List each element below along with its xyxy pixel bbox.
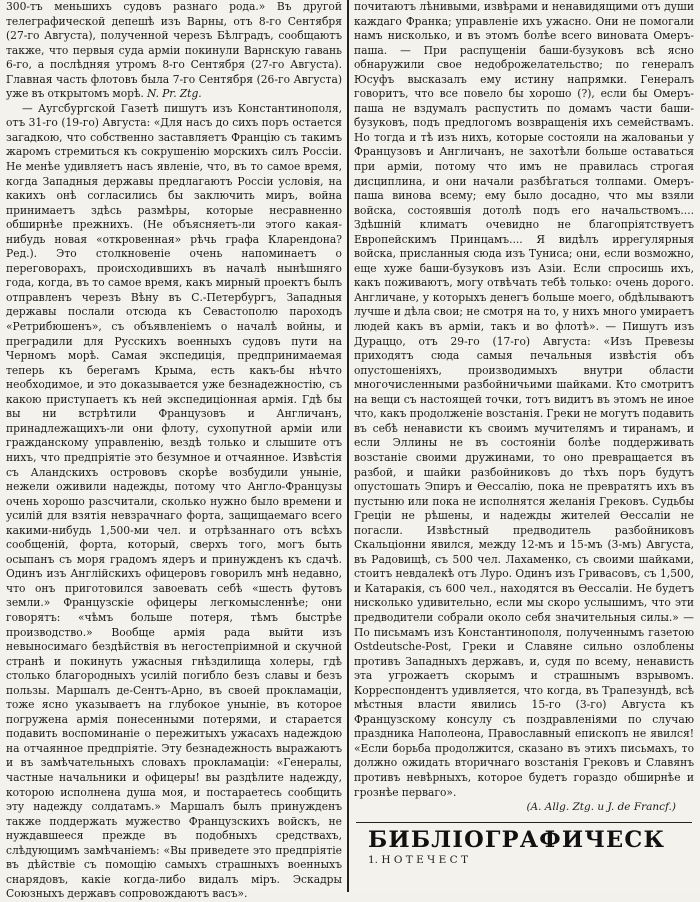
paragraph-varna-dispatch: 300-тъ меньшихъ судовъ разнаго рода.» Въ другой телеграфической депешѣ изъ Варны, отъ 8-го Сентября (27-го Августа), полученной черезъ Бѣлградъ, сообщаютъ также, что первыя суда арміи покинули Варнскую гавань 6-го, а послѣдняя утромъ 8-го Сентября (27-го Августа). Главная часть флотовъ была 7-го Сентября (26-го Августа) уже въ открытомъ морѣ. N. Pr. Ztg. <box>6 0 342 101</box>
section-subheading: 1. Н О Т Е Ч Е С Т <box>368 854 468 867</box>
source-signature: N. Pr. Ztg. <box>146 87 202 101</box>
paragraph-augsburg-gazette: — Аугсбургской Газетѣ пишутъ изъ Константинополя, отъ 31-го (19-го) Августа: «Для насъ до сихъ поръ остается загадкою, что собственно заставляетъ Францію съ такимъ жаромъ стремиться къ сокрушенію морскихъ силъ Россіи. Не менѣе удивляетъ насъ явленіе, что, въ то самое время, когда Западныя державы предлагаютъ Россіи условія, на какихъ онѣ согласились бы заключить миръ, война принимаетъ здѣсь размѣры, которые несравненно обширнѣе прежнихъ. (Не объясняетъ-ли этого какая-нибудь новая «откровенная» рѣчь графа Кларендона? Ред.). Это столкновеніе очень напоминаетъ о переговорахъ, происходившихъ въ началѣ нынѣшняго года, когда, въ то самое время, какъ мирный проектъ былъ отправленъ черезъ Вѣну въ С.-Петербургъ, Западныя державы послали отсюда къ Севастополю пароходъ «Ретрибюшенъ», съ объявленіемъ о началѣ войны, и преградили для Русскихъ военныхъ судовъ пути на Черномъ морѣ. Самая экспедиція, предпринимаемая теперь къ берегамъ Крыма, есть какъ-бы нѣчто необходимое, и это доказывается уже безнадежностію, съ какою приступаетъ къ ней экспедиціонная армія. Гдѣ бы вы ни встрѣтили Французовъ и Англичанъ, принадлежащихъ-ли они флоту, сухопутной арміи или гражданскому управленію, вездѣ только и слышите отъ нихъ, что предпріятіе это безумное и отчаянное. Извѣстія съ Аландскихъ острововъ скорѣе возбудили уныніе, нежели оживили надежды, потому что Англо-Французы очень хорошо разсчитали, сколько нужно было времени и усилій для взятія невзрачнаго форта, защищаемаго всего какими-нибудь 1,500-ми чел. и отрѣзаннаго отъ всѣхъ сообщеній, форта, который, сверхъ того, могъ быть осыпанъ съ моря градомъ ядеръ и принужденъ къ сдачѣ. Одинъ изъ Англійскихъ офицеровъ говорилъ мнѣ недавно, что онъ приготовился завоевать себѣ «шесть футовъ земли.» Французскіе офицеры легкомысленнѣе; они говорятъ: «чѣмъ больше потеря, тѣмъ быстрѣе производство.» Вообще армія рада выйти изъ невыносимаго бездѣйствія въ негостепріимной и скучной странѣ и покинуть ужасныя гнѣздилища холеры, гдѣ столько благородныхъ усилій погибло безъ славы и безъ пользы. Маршалъ де-Сентъ-Арно, въ своей прокламаціи, тоже ясно указываетъ на глубокое уныніе, въ которое погружена армія понесенными потерями, и старается подавить воспоминаніе о пережитыхъ ужасахъ надеждою на отчаянное предпріятіе. Эту безнадежность выражаютъ и въ замѣчательныхъ словахъ прокламаціи: «Генералы, частные начальники и офицеры! вы раздѣлите надежду, которою исполнена душа моя, и постараетесь сообщить эту надежду солдатамъ.» Маршалъ былъ принужденъ также поддержать мужество Французскихъ войскъ, не нуждавшееся прежде въ подобныхъ средствахъ, слѣдующимъ замѣчаніемъ: «Вы приведете это предпріятіе въ дѣйствіе съ помощію самыхъ страшныхъ военныхъ снарядовъ, какіе когда-либо видалъ міръ. Эскадры Союзныхъ державъ сопровождаютъ васъ». <box>6 101 342 901</box>
paragraph-baji-buzuk-and-greece: почитаютъ лѣнивыми, извѣрами и ненавидящими отъ души каждаго Франка; управленіе ихъ ужасно. Они не помогали намъ нисколько, и въ этомъ болѣе всего виновата Омеръ-паша. — При распущеніи баши-бузуковъ всѣ ясно обнаружили свое недоброжелательство; по генералъ Юсуфъ высказалъ ему истину напрямки. Генералъ говоритъ, что все повело бы хорошо (?), если бы Омеръ-паша не вздумалъ распустить по домамъ части баши-бузуковъ, подъ предлогомъ возвращенія ихъ семействамъ. Но тогда и тѣ изъ нихъ, которые состояли на жалованьи у Французовъ и Англичанъ, не захотѣли больше оставаться при арміи, потому что имъ не правилась строгая дисциплина, и они начали разбѣгаться толпами. Омеръ-паша винова всему; ему было досадно, что мы взяли войска, состоявшія дотолѣ подъ его начальствомъ.... Здѣшній климатъ очевидно не благопріятствуетъ Европейскимъ Принцамъ.... Я видѣлъ иррегулярныя войска, присланныя сюда изъ Туниса; они, если возможно, еще хуже баши-бузуковъ изъ Азіи. Если спросишь ихъ, какъ поживаютъ, могу отвѣчать тебѣ только: очень дорого. Англичане, у которыхъ денегъ больше моего, обдѣлываютъ лучше и дѣла свои; не смотря на то, у нихъ много умираетъ людей какъ въ арміи, такъ и во флотѣ». — Пишутъ изъ Дураццо, отъ 29-го (17-го) Августа: «Изъ Превезы приходятъ сюда самыя печальныя извѣстія объ опустошеніяхъ, производимыхъ внутри области многочисленными разбойничьими шайками. Кто смотритъ на вещи съ настоящей точки, тотъ видитъ въ этомъ не иное что, какъ продолженіе возстанія. Греки не могутъ подавить въ себѣ ненависти къ своимъ мучителямъ и тиранамъ, и если Эллины не въ состояніи болѣе поддерживать возстаніе своими дружинами, то оно превращается въ разбой, и шайки разбойниковъ до тѣхъ поръ будутъ опустошать Эпиръ и Ѳессалію, пока не превратятъ ихъ въ пустыню или пока не исполнятся желанія Грековъ. Судьбы Греціи не рѣшены, и надежды жителей Ѳессаліи не погасли. Извѣстный предводитель разбойниковъ Скальціонни явился, между 12-мъ и 15-мъ (3-мъ) Августа, въ Радовищѣ, съ 500 чел. Лахаменко, съ своими шайками, стоитъ невдалекѣ отъ Луро. Одинъ изъ Гривасовъ, съ 1,500, и Катаракія, съ 600 чел., находятся въ Ѳессаліи. Не будетъ нисколько удивительно, если мы скоро услышимъ, что эти предводители собрали около себя значительныя силы.» — По письмамъ изъ Константинополя, полученнымъ газетою Ostdeutsche-Post, Греки и Славяне сильно озлоблены противъ Западныхъ державъ, и, судя по всему, ненависть эта угрожаетъ скорымъ и страшнымъ взрывомъ. Корреспондентъ удивляется, что когда, въ Трапезундѣ, всѣ мѣстныя власти явились 15-го (3-го) Августа къ Французскому консулу съ поздравленіями по случаю праздника Наполеона, Православный епископъ не явился! «Если борьба продолжится, сказано въ этихъ письмахъ, то должно ожидать вторичнаго возстанія Грековъ и Славянъ противъ невѣрныхъ, которое будетъ гораздо обширнѣе и грознѣе перваго». <box>354 0 694 799</box>
right-column <box>354 0 694 892</box>
source-citation: (A. Allg. Ztg. и J. de Francf.) <box>526 801 676 814</box>
left-column <box>6 0 342 901</box>
section-rule <box>356 822 692 824</box>
column-divider <box>347 0 349 892</box>
section-heading-bibliography: БИБЛІОГРАФИЧЕСК <box>368 827 666 854</box>
